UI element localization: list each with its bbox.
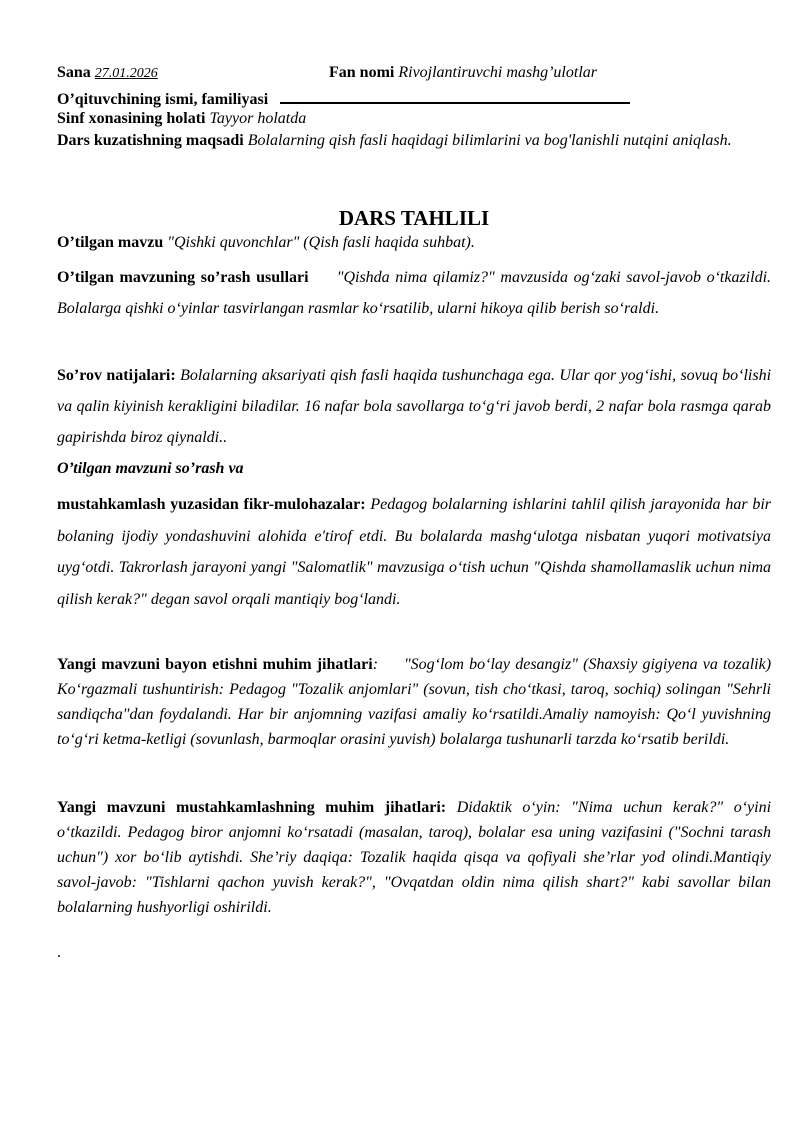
trailing-dot: . [57, 944, 61, 961]
subject-row [329, 63, 597, 83]
feedback-paragraph [57, 489, 771, 615]
methods-paragraph [57, 262, 771, 324]
feedback-label-1: O’tilgan mavzuni so’rash va [57, 460, 244, 477]
teacher-row [57, 88, 630, 110]
reinforce-label: Yangi mavzuni mustahkamlashning muhim jihatlari: [57, 799, 447, 816]
goal-value: Bolalarning qish fasli haqidagi bilimlarini va bog'lanishli nutqini aniqlash. [247, 132, 732, 149]
date-label: Sana [57, 64, 91, 81]
methods-value: "Qishda nima qilamiz?" mavzusida og‘zaki savol-javob o‘tkazildi. Bolalarga qishki o‘yinlar tasvirlangan rasmlar ko‘rsatilib, ularni hikoya qilib berish so‘raldi. [57, 269, 772, 317]
teacher-name-blank-line [280, 88, 630, 104]
new-topic-paragraph [57, 652, 771, 752]
methods-label: O’tilgan mavzuning so’rash usullari [57, 269, 309, 286]
topic-row [57, 233, 475, 253]
results-paragraph [57, 360, 771, 453]
feedback-label-2: mustahkamlash yuzasidan fikr-mulohazalar: [57, 496, 366, 513]
page-title: DARS TAHLILI [338, 206, 490, 230]
topic-value: "Qishki quvonchlar" (Qish fasli haqida suhbat). [167, 234, 475, 251]
subject-label: Fan nomi [329, 64, 395, 81]
date-row [57, 63, 158, 84]
teacher-label: O’qituvchining ismi, familiyasi [57, 91, 269, 108]
results-label: So’rov natijalari: [57, 367, 176, 384]
topic-label: O’tilgan mavzu [57, 234, 164, 251]
goal-label: Dars kuzatishning maqsadi [57, 132, 244, 149]
new-topic-value: "Sog‘lom bo‘lay desangiz" (Shaxsiy gigiyena va tozalik) Ko‘rgazmali tushuntirish: Pedagog "Tozalik anjomlari" (sovun, tish cho‘tkasi, taroq, sochiq) solingan "Sehrli sandiqcha"dan foydalandi. Har bir anjomning vazifasi amaliy ko‘rsatildi.Amaliy namoyish: Qo‘l yuvishning to‘g‘ri ketma-ketligi (sovunlash, barmoqlar orasini yuvish) bolalarga tushunarli tarzda ko‘rsatib berildi. [57, 656, 772, 748]
goal-paragraph [57, 130, 771, 152]
date-value: 27.01.2026 [94, 66, 158, 81]
feedback-value: Pedagog bolalarning ishlarini tahlil qilish jarayonida har bir bolaning ijodiy yondashuvini alohida e'tirof etdi. Bu bolalarda mashg‘ulotga nisbatan yuqori motivatsiya uyg‘otdi. Takrorlash jarayoni yangi "Salomatlik" mavzusiga o‘tish uchun "Qishda shamollamaslik uchun nima qilish kerak?" degan savol orqali mantiqiy bog‘landi. [57, 496, 772, 608]
results-value: Bolalarning aksariyati qish fasli haqida tushunchaga ega. Ular qor yog‘ishi, sovuq bo‘lishi va qalin kiyinish kerakligini biladilar. 16 nafar bola savollarga to‘g‘ri javob berdi, 2 nafar bola rasmga qarab gapirishda biroz qiynaldi.. [57, 367, 772, 446]
new-topic-colon: : [372, 656, 379, 673]
feedback-heading [57, 459, 244, 479]
room-row [57, 109, 306, 129]
new-topic-label: Yangi mavzuni bayon etishni muhim jihatlari [57, 656, 373, 673]
reinforce-value: Didaktik o‘yin: "Nima uchun kerak?" o‘yini o‘tkazildi. Pedagog biror anjomni ko‘rsatadi (masalan, taroq), bolalar esa uning vazifasini ("Sochni tarash uchun") xor bo‘lib aytishdi. She’riy daqiqa: Tozalik haqida qisqa va qofiyali she’rlar yod olindi.Mantiqiy savol-javob: "Tishlarni qachon yuvish kerak?", "Ovqatdan oldin nima qilish shart?" kabi savollar bilan bolalarning hushyorligi oshirildi. [57, 799, 772, 916]
reinforce-paragraph [57, 795, 771, 920]
subject-value: Rivojlantiruvchi mashg’ulotlar [398, 64, 597, 81]
room-label: Sinf xonasining holati [57, 110, 206, 127]
room-value: Tayyor holatda [209, 110, 307, 127]
